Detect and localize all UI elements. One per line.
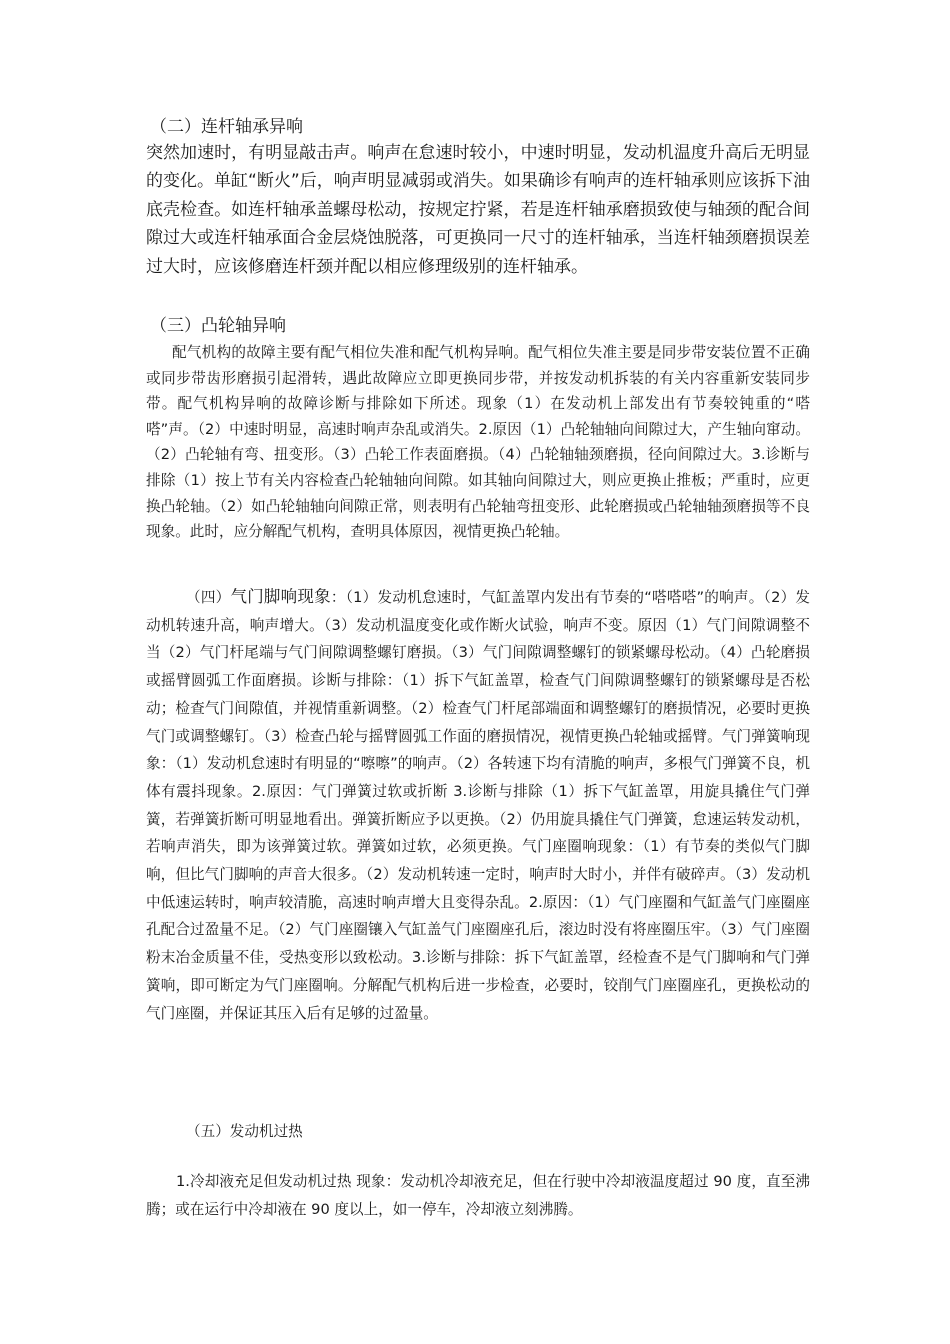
section-4-paragraph	[146, 583, 810, 1027]
section-3-heading: （三）凸轮轴异响	[150, 316, 286, 336]
section-2-paragraph: 突然加速时，有明显敲击声。响声在怠速时较小，中速时明显，发动机温度升高后无明显的变化。单缸“断火”后，响声明显减弱或消失。如果确诊有响声的连杆轴承则应该拆下油底壳检查。如连杆轴承盖螺母松动，按规定拧紧，若是连杆轴承磨损致使与轴颈的配合间隙过大或连杆轴承面合金层烧蚀脱落，可更换同一尺寸的连杆轴承，当连杆轴颈磨损误差过大时，应该修磨连杆颈并配以相应修理级别的连杆轴承。	[146, 143, 810, 277]
section-2-heading: （二）连杆轴承异响	[150, 117, 303, 137]
section-4-title: 气门脚响现象	[230, 587, 331, 606]
section-4-prefix: （四）	[186, 589, 231, 606]
section-5-body: 1.冷却液充足但发动机过热 现象：发动机冷却液充足，但在行驶中冷却液温度超过 90 度，直至沸腾；或在运行中冷却液在 90 度以上，如一停车，冷却液立刻沸腾。	[146, 1173, 810, 1218]
section-5-paragraph	[146, 1168, 810, 1224]
section-4-body: ：（1）发动机怠速时，气缸盖罩内发出有节奏的“嗒嗒嗒”的响声。（2）发动机转速升高，响声增大。（3）发动机温度变化或作断火试验，响声不变。原因（1）气门间隙调整不当（2）气门杆尾端与气门间隙调整螺钉磨损。（3）气门间隙调整螺钉的锁紧螺母松动。（4）凸轮磨损或摇臂圆弧工作面磨损。诊断与排除：（1）拆下气缸盖罩，检查气门间隙调整螺钉的锁紧螺母是否松动；检查气门间隙值，并视情重新调整。（2）检查气门杆尾部端面和调整螺钉的磨损情况，必要时更换气门或调整螺钉。（3）检查凸轮与摇臂圆弧工作面的磨损情况，视情更换凸轮轴或摇臂。气门弹簧响现象：（1）发动机怠速时有明显的“嚓嚓”的响声。（2）各转速下均有清脆的响声，多根气门弹簧不良，机体有震抖现象。2.原因：气门弹簧过软或折断 3.诊断与排除（1）拆下气缸盖罩，用旋具撬住气门弹簧，若弹簧折断可明显地看出。弹簧折断应予以更换。（2）仍用旋具撬住气门弹簧，怠速运转发动机，若响声消失，即为该弹簧过软。弹簧如过软，必须更换。气门座圈响现象：（1）有节奏的类似气门脚响，但比气门脚响的声音大很多。（2）发动机转速一定时，响声时大时小，并伴有破碎声。（3）发动机中低速运转时，响声较清脆，高速时响声增大且变得杂乱。2.原因：（1）气门座圈和气缸盖气门座圈座孔配合过盈量不足。（2）气门座圈镶入气缸盖气门座圈座孔后，滚边时没有将座圈压牢。（3）气门座圈粉末冶金质量不佳，受热变形以致松动。3.诊断与排除：拆下气缸盖罩，经检查不是气门脚响和气门弹簧响，即可断定为气门座圈响。分解配气机构后进一步检查，必要时，铰削气门座圈座孔，更换松动的气门座圈，并保证其压入后有足够的过盈量。	[146, 589, 810, 1022]
section-3-paragraph: 配气机构的故障主要有配气相位失准和配气机构异响。配气相位失准主要是同步带安装位置不正确或同步带齿形磨损引起滑转，遇此故障应立即更换同步带，并按发动机拆装的有关内容重新安装同步带。配气机构异响的故障诊断与排除如下所述。现象（1）在发动机上部发出有节奏较钝重的“嗒嗒”声。（2）中速时明显，高速时响声杂乱或消失。2.原因（1）凸轮轴轴向间隙过大，产生轴向窜动。（2）凸轮轴有弯、扭变形。（3）凸轮工作表面磨损。（4）凸轮轴轴颈磨损，径向间隙过大。3.诊断与排除（1）按上节有关内容检查凸轮轴轴向间隙。如其轴向间隙过大，则应更换止推板；严重时，应更换凸轮轴。（2）如凸轮轴轴向间隙正常，则表明有凸轮轴弯扭变形、此轮磨损或凸轮轴轴颈磨损等不良现象。此时，应分解配气机构，查明具体原因，视情更换凸轮轴。	[146, 344, 810, 541]
section-5-heading: （五）发动机过热	[186, 1123, 303, 1140]
